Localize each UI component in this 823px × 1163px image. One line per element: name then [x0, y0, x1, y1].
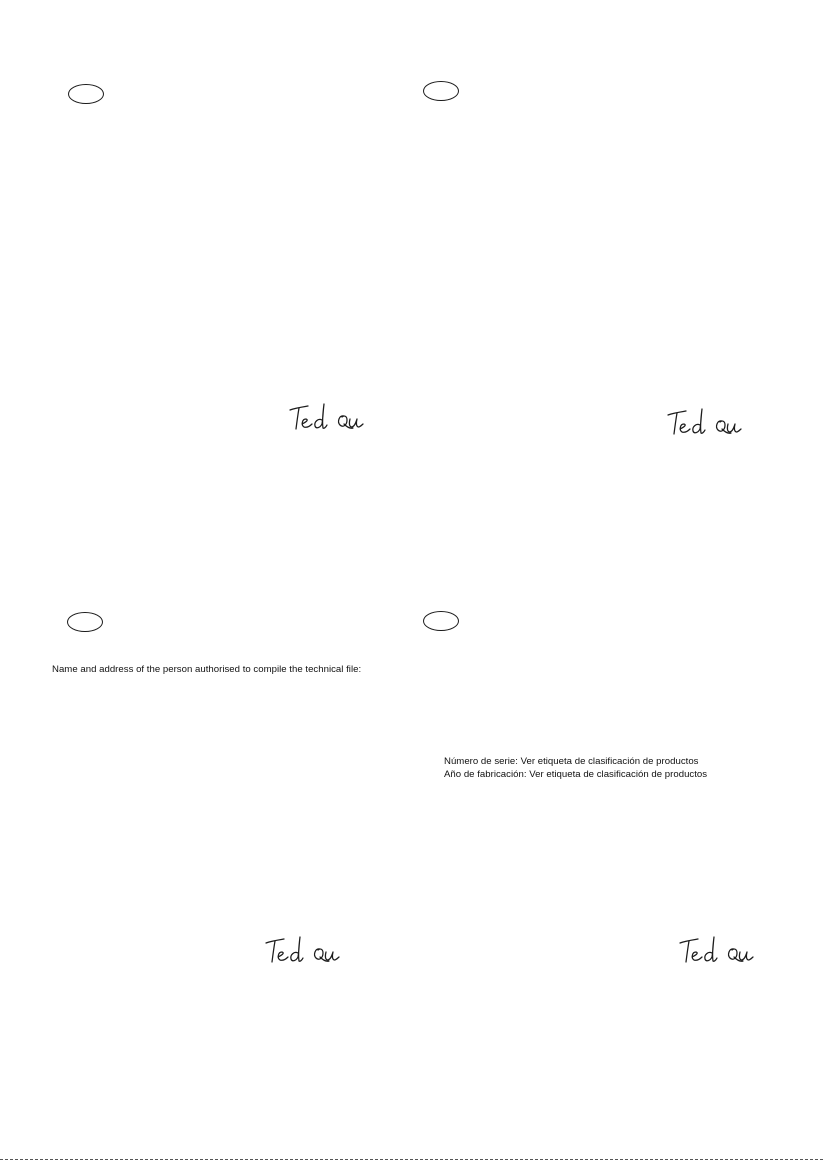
quadrant-top-right	[411, 0, 823, 581]
quadrant-bottom-right	[411, 581, 823, 1163]
signature-drawing	[262, 931, 344, 967]
serial-number-line: Número de serie: Ver etiqueta de clasificación de productos	[444, 756, 699, 767]
language-badge-oval-icon	[68, 84, 104, 104]
signature-drawing	[286, 398, 368, 434]
signature-ted-qu	[262, 931, 344, 967]
technical-file-label: Name and address of the person authorised to compile the technical file:	[52, 664, 362, 675]
language-badge-oval-icon	[423, 81, 459, 101]
signature-ted-qu	[664, 403, 746, 439]
year-of-manufacture-line: Año de fabricación: Ver etiqueta de clasificación de productos	[444, 769, 708, 780]
quadrant-top-left	[0, 0, 411, 581]
signature-ted-qu	[676, 931, 758, 967]
signature-ted-qu	[286, 398, 368, 434]
bottom-edge-rule	[0, 1159, 823, 1160]
language-badge-oval-icon	[67, 612, 103, 632]
language-badge-oval-icon	[423, 611, 459, 631]
signature-drawing	[676, 931, 758, 967]
signature-drawing	[664, 403, 746, 439]
quadrant-bottom-left	[0, 581, 411, 1163]
